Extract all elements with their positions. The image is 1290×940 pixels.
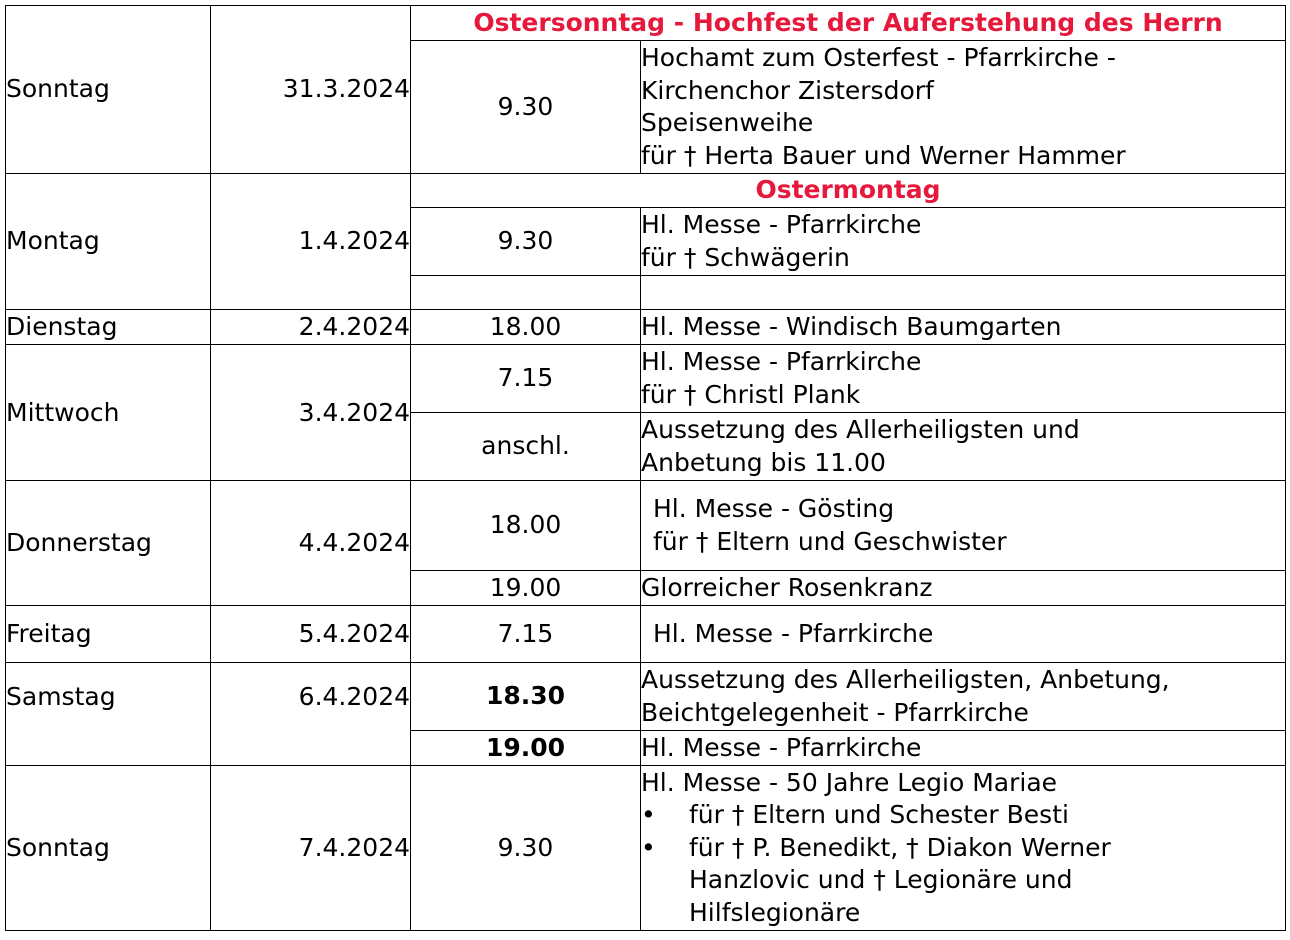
table-row <box>6 481 1286 571</box>
day-label: Donnerstag <box>6 528 152 557</box>
date-cell: 2.4.2024 <box>211 310 411 345</box>
description-cell <box>641 208 1286 276</box>
time-cell: 9.30 <box>411 41 641 174</box>
description-line: Speisenweihe <box>641 108 814 137</box>
time-cell: 9.30 <box>411 766 641 931</box>
list-item: • für † Eltern und Schester Besti <box>641 799 1285 832</box>
day-cell <box>6 481 211 606</box>
description-cell <box>641 663 1286 731</box>
day-label: Mittwoch <box>6 397 120 427</box>
day-cell: Freitag <box>6 606 211 663</box>
time-cell: 18.30 <box>411 663 641 731</box>
mass-schedule-table <box>5 5 1286 931</box>
time-cell: 18.00 <box>411 481 641 571</box>
date-cell <box>211 481 411 606</box>
description-cell <box>641 41 1286 174</box>
description-line: Aussetzung des Allerheiligsten, Anbetung, <box>641 665 1170 694</box>
date-cell: 31.3.2024 <box>211 6 411 174</box>
table-row <box>6 345 1286 413</box>
description-line: Anbetung bis 11.00 <box>641 447 886 477</box>
description-cell <box>641 413 1286 481</box>
day-cell <box>6 345 211 481</box>
day-cell: Sonntag <box>6 6 211 174</box>
date-label: 4.4.2024 <box>298 528 410 557</box>
description-line: Hl. Messe - Windisch Baumgarten <box>641 311 1062 341</box>
table-row <box>6 174 1286 208</box>
description-line: Hl. Messe - 50 Jahre Legio Mariae <box>641 767 1058 797</box>
description-line: Glorreicher Rosenkranz <box>641 572 933 602</box>
description-cell <box>641 571 1286 606</box>
description-line: Aussetzung des Allerheiligsten und <box>641 415 1080 444</box>
day-cell: Sonntag <box>6 766 211 931</box>
time-cell: 19.00 <box>411 571 641 606</box>
description-cell <box>641 731 1286 766</box>
description-line: Hl. Messe - Gösting <box>653 494 895 523</box>
day-cell: Montag <box>6 174 211 310</box>
date-label: 3.4.2024 <box>298 397 410 427</box>
date-cell: 7.4.2024 <box>211 766 411 931</box>
day-label: Samstag <box>6 682 116 711</box>
empty-cell <box>411 276 641 310</box>
description-cell <box>641 310 1286 345</box>
empty-cell <box>641 276 1286 310</box>
description-cell <box>641 481 1286 571</box>
description-cell <box>641 345 1286 413</box>
time-cell: 19.00 <box>411 731 641 766</box>
time-cell: 7.15 <box>411 345 641 413</box>
description-cell <box>641 766 1286 931</box>
description-line: Hochamt zum Osterfest - Pfarrkirche - <box>641 43 1116 72</box>
day-cell: Dienstag <box>6 310 211 345</box>
table-row <box>6 310 1286 345</box>
table-row <box>6 606 1286 663</box>
description-cell <box>641 606 1286 663</box>
date-cell <box>211 663 411 766</box>
description-line: für † Eltern und Geschwister <box>653 526 1007 556</box>
description-line: Hl. Messe - Pfarrkirche <box>641 210 922 239</box>
time-cell: anschl. <box>411 413 641 481</box>
description-line: Hl. Messe - Pfarrkirche <box>653 618 934 648</box>
feast-title: Ostersonntag - Hochfest der Auferstehung des Herrn <box>411 6 1286 41</box>
description-line: Beichtgelegenheit - Pfarrkirche <box>641 697 1029 727</box>
intention-list <box>641 799 1285 929</box>
date-cell: 1.4.2024 <box>211 174 411 310</box>
day-cell <box>6 663 211 766</box>
time-cell: 9.30 <box>411 208 641 276</box>
description-line: Hl. Messe - Pfarrkirche <box>641 732 922 762</box>
table-row <box>6 6 1286 41</box>
table-row <box>6 663 1286 731</box>
description-line: für † Herta Bauer und Werner Hammer <box>641 140 1126 170</box>
date-label: 6.4.2024 <box>298 682 410 711</box>
time-cell: 18.00 <box>411 310 641 345</box>
list-item: • für † P. Benedikt, † Diakon Werner Hanzlovic und † Legionäre und Hilfslegionäre <box>641 832 1285 930</box>
description-line: Hl. Messe - Pfarrkirche <box>641 347 922 376</box>
description-line: Kirchenchor Zistersdorf <box>641 75 934 105</box>
description-line: für † Schwägerin <box>641 242 850 272</box>
date-cell <box>211 345 411 481</box>
date-cell: 5.4.2024 <box>211 606 411 663</box>
feast-title: Ostermontag <box>411 174 1286 208</box>
description-line: für † Christl Plank <box>641 379 861 409</box>
time-cell: 7.15 <box>411 606 641 663</box>
table-row <box>6 766 1286 931</box>
